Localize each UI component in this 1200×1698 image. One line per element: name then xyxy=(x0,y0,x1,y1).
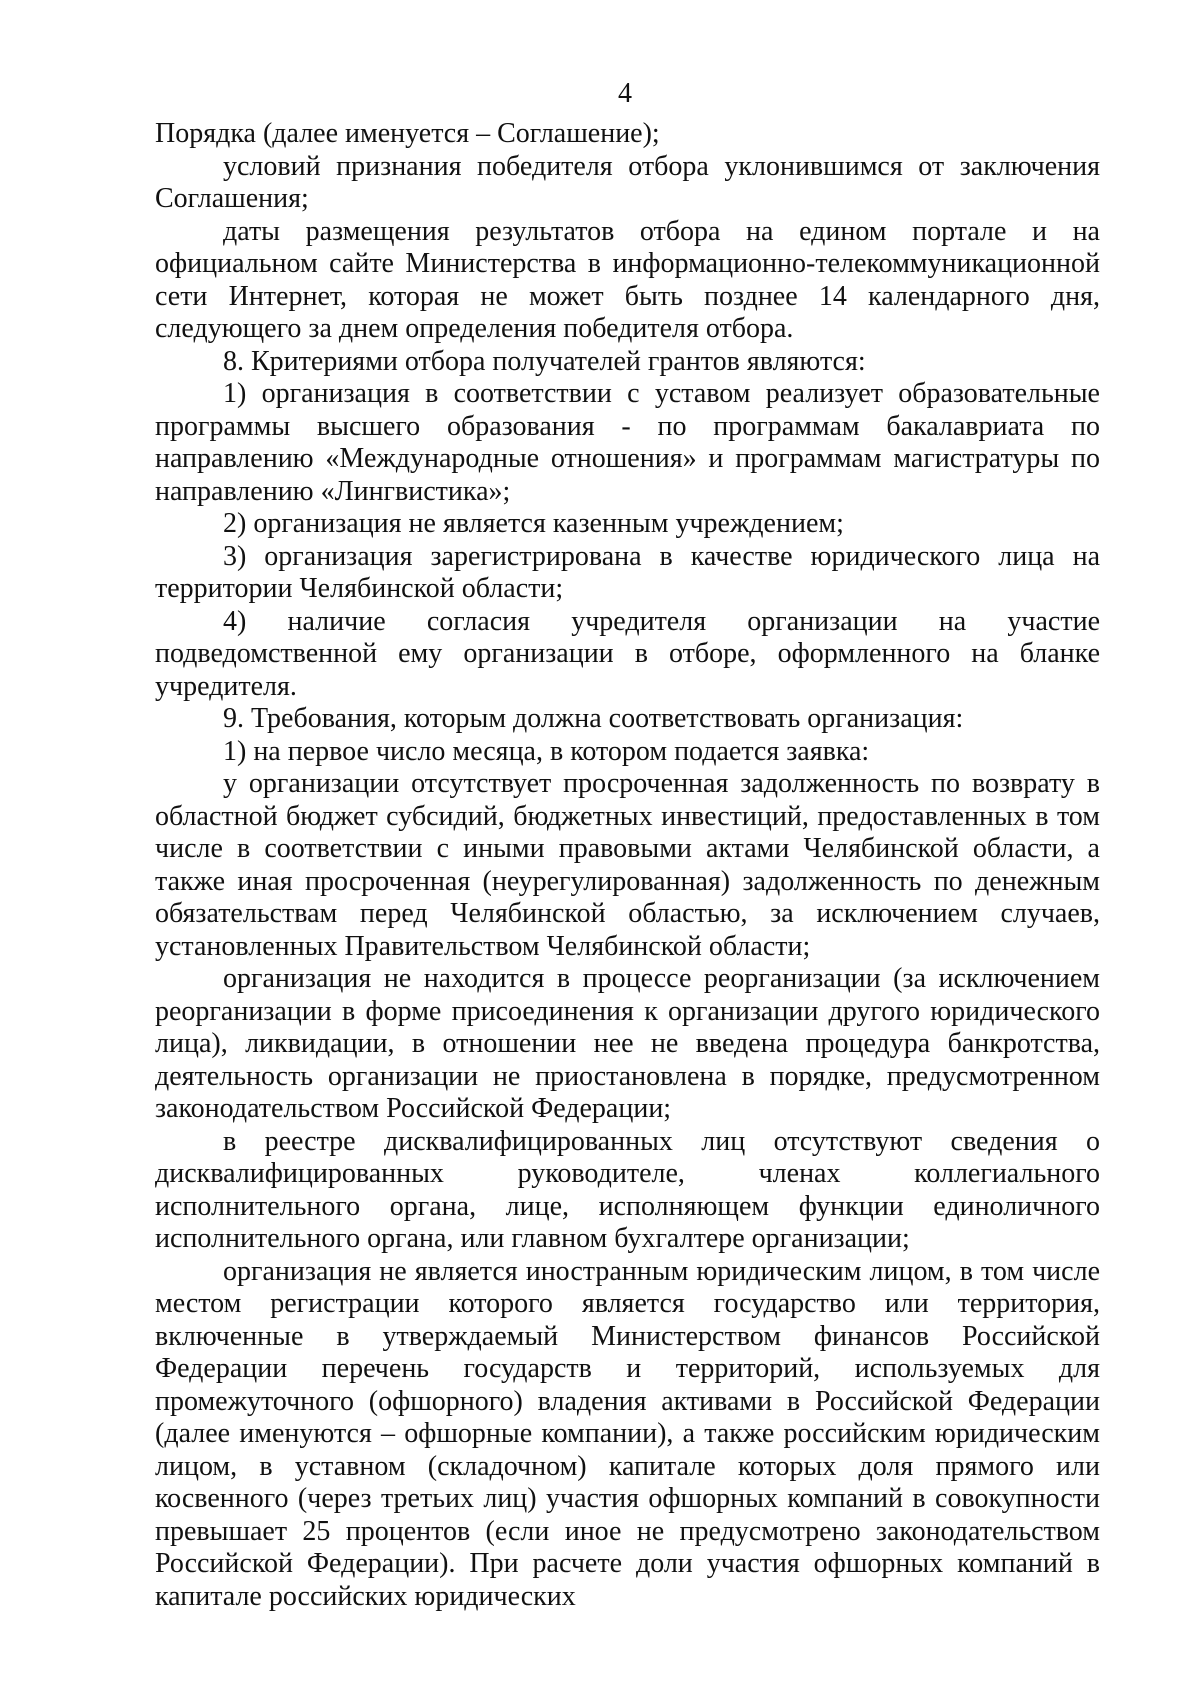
paragraph-no-debt: у организации отсутствует просроченная задолженность по возврату в областной бюджет субсидий, бюджетных инвестиций, предоставленных в том числе в соответствии с иными правовыми актами Челябинской области, а также иная просроченная (неурегулированная) задолженность по денежным обязательствам перед Челябинской областью, за исключением случаев, установленных Правительством Челябинской области; xyxy=(155,768,1100,962)
paragraph-results-date: даты размещения результатов отбора на едином портале и на официальном сайте Министерства в информационно-телекоммуникационной сети Интернет, которая не может быть позднее 14 календарного дня, следующего за днем определения победителя отбора. xyxy=(155,215,1100,344)
paragraph-no-reorganization: организация не находится в процессе реорганизации (за исключением реорганизации в форме присоединения к организации другого юридического лица), ликвидации, в отношении нее не введена процедура банкротства, деятельность организации не приостановлена в порядке, предусмотренном законодательством Российской Федерации; xyxy=(155,963,1100,1124)
paragraph-requirement-1: 1) на первое число месяца, в котором подается заявка: xyxy=(223,735,870,767)
paragraph-criterion-2: 2) организация не является казенным учреждением; xyxy=(223,508,844,539)
paragraph-offshore: организация не является иностранным юридическим лицом, в том числе местом регистрации которого является государство или территория, включенные в утверждаемый Министерством финансов Российской Федерации перечень государств и территорий, используемых для промежуточного (офшорного) владения активами в Российской Федерации (далее именуются – офшорные компании), а также российским юридическим лицом, в уставном (складочном) капитале которых доля прямого или косвенного (через третьих лиц) участия офшорных компаний в совокупности превышает 25 процентов (если иное не предусмотрено законодательством Российской Федерации). При расчете доли участия офшорных компаний в капитале российских юридических xyxy=(155,1255,1100,1612)
page-number: 4 xyxy=(618,78,632,109)
paragraph-continuation: Порядка (далее именуется – Соглашение); xyxy=(155,118,660,149)
paragraph-disqualified-registry: в реестре дисквалифицированных лиц отсутствуют сведения о дисквалифицированных руководителе, членах коллегиального исполнительного органа, лице, исполняющем функции единоличного исполнительного органа, или главном бухгалтере организации; xyxy=(155,1125,1100,1254)
paragraph-evasion-conditions: условий признания победителя отбора уклонившимся от заключения Соглашения; xyxy=(155,150,1100,214)
paragraph-criterion-1: 1) организация в соответствии с уставом реализует образовательные программы высшего образования - по программам бакалавриата по направлению «Международные отношения» и программам магистратуры по направлению «Лингвистика»; xyxy=(155,378,1100,507)
paragraph-criterion-4: 4) наличие согласия учредителя организации на участие подведомственной ему организации в отборе, оформленного на бланке учредителя. xyxy=(155,605,1100,702)
paragraph-section-8: 8. Критериями отбора получателей грантов являются: xyxy=(223,345,866,377)
paragraph-section-9: 9. Требования, которым должна соответствовать организация: xyxy=(223,703,964,734)
document-body xyxy=(155,118,1100,1613)
paragraph-criterion-3: 3) организация зарегистрирована в качестве юридического лица на территории Челябинской области; xyxy=(155,540,1100,604)
